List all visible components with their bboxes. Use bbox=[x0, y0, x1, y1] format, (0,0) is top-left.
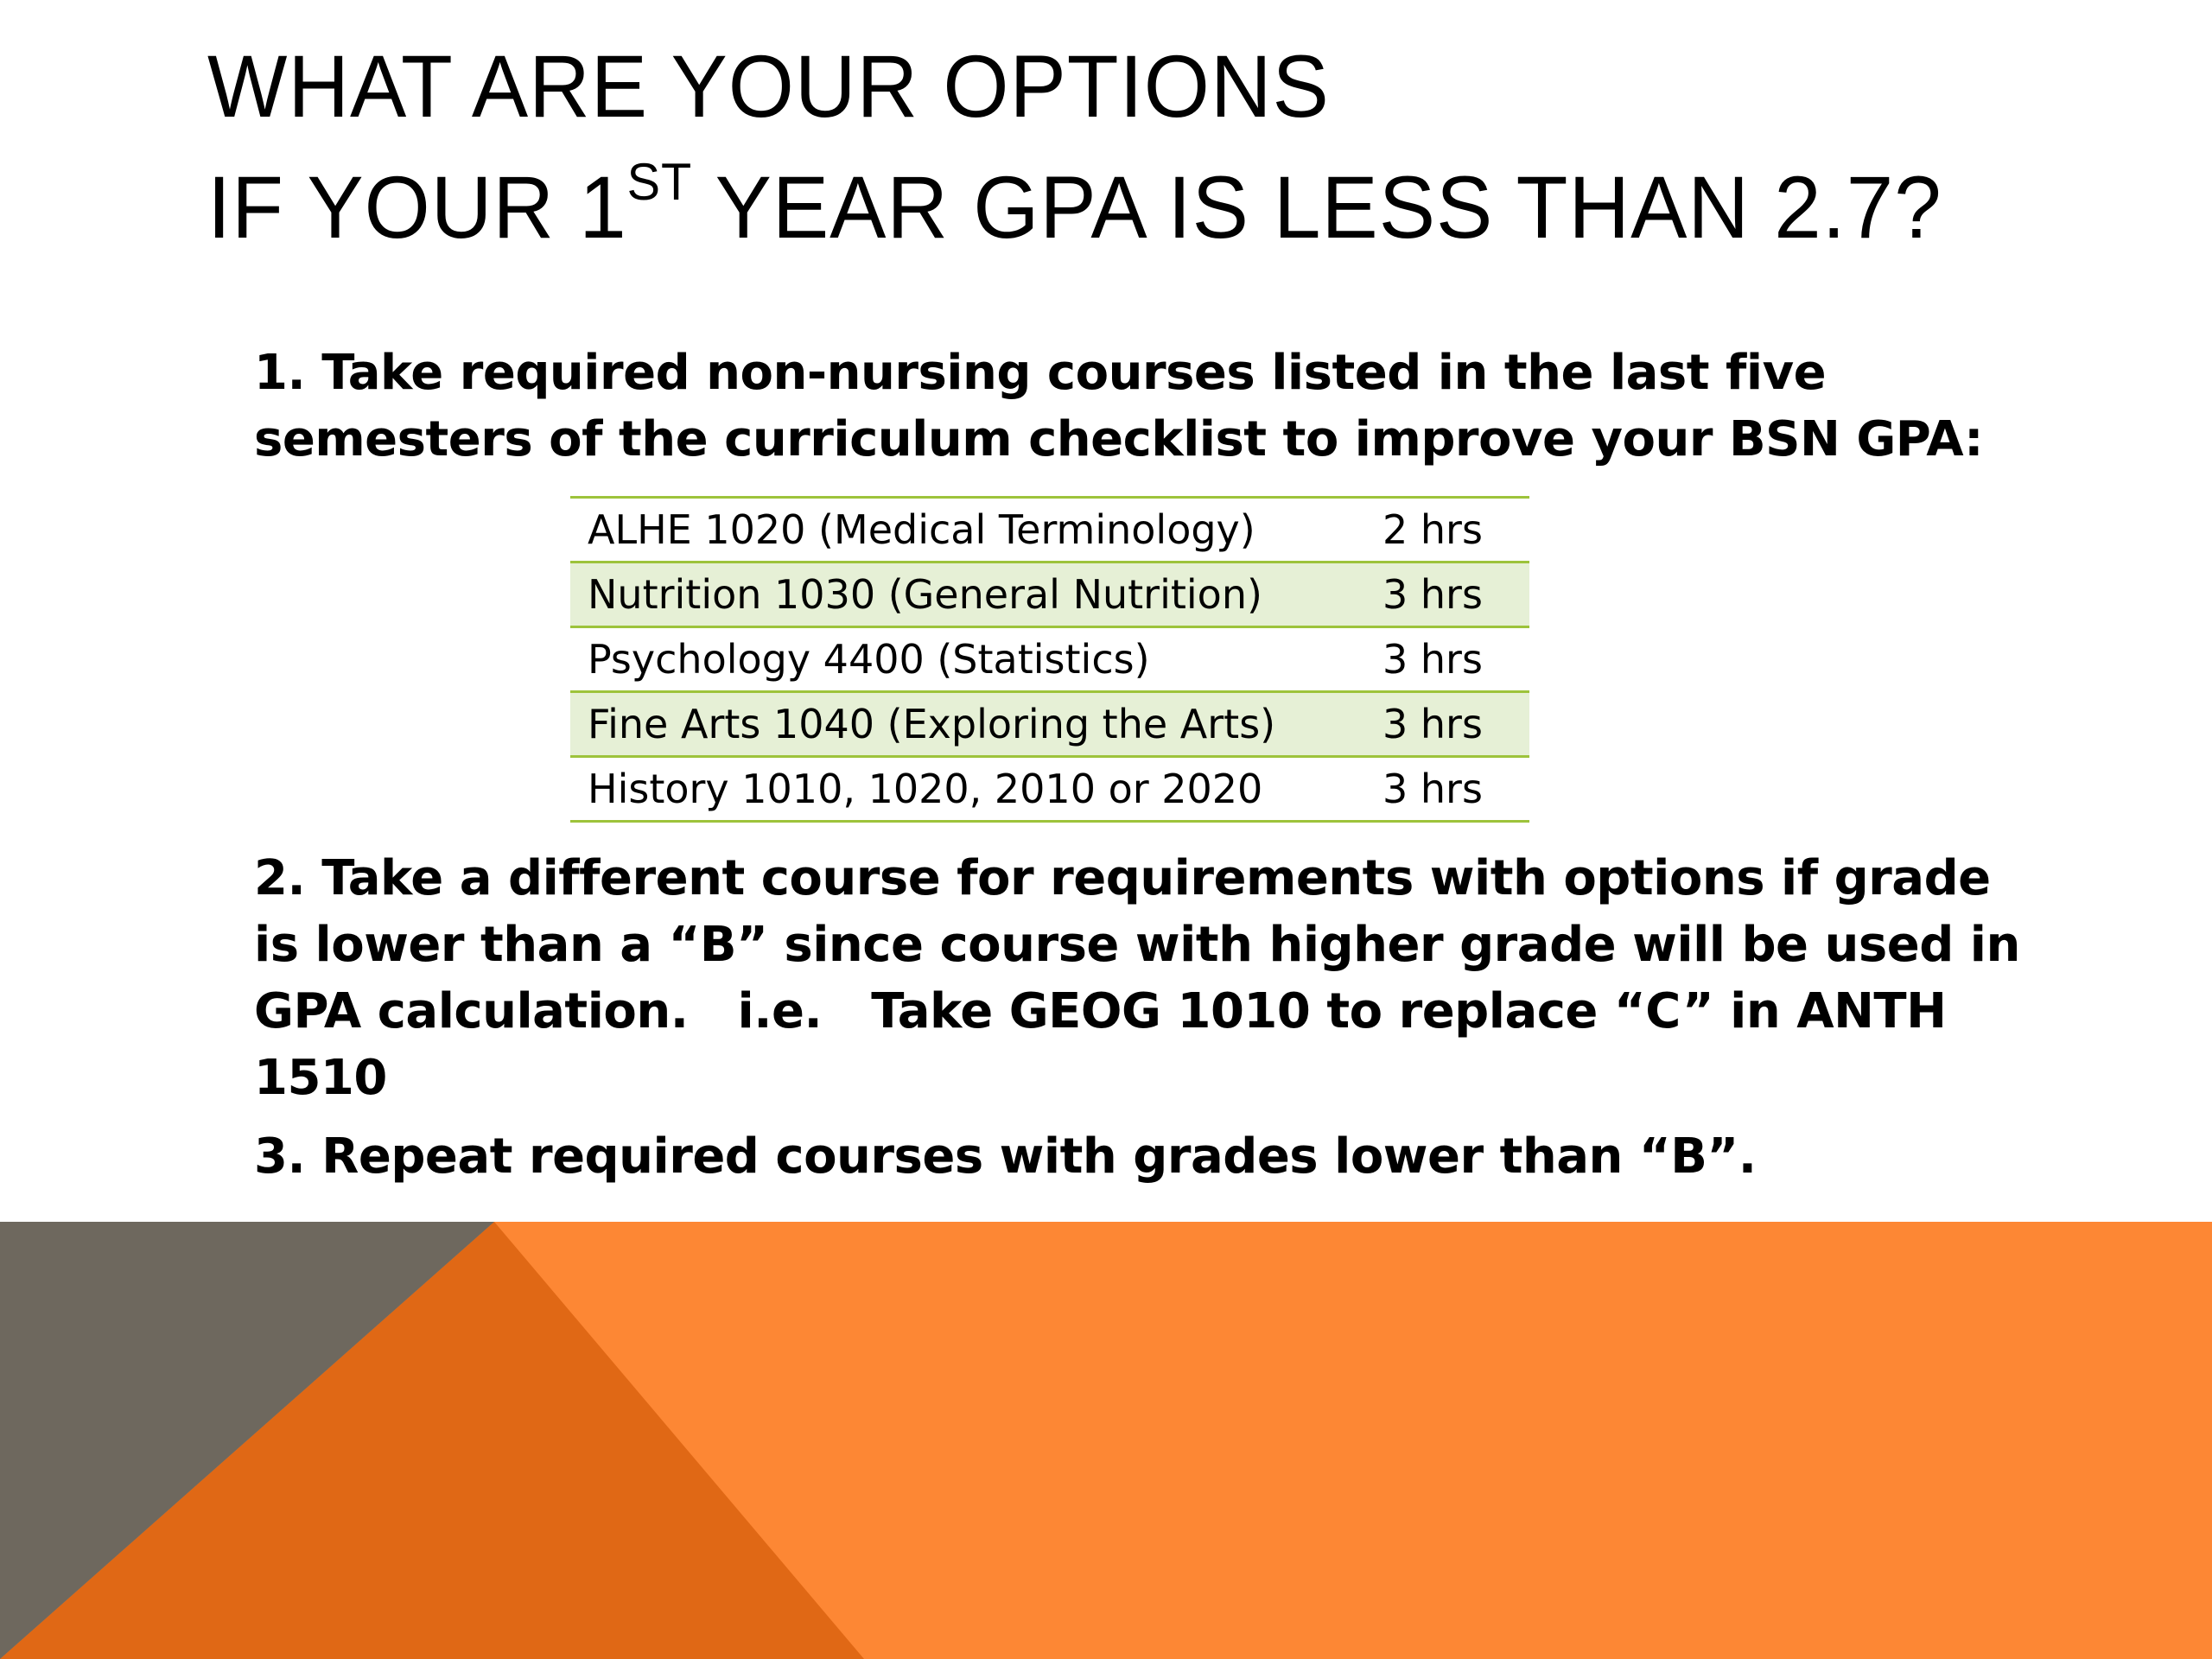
table-row bbox=[570, 692, 1529, 757]
course-hours: 3 hrs bbox=[1382, 692, 1529, 757]
title-line-2 bbox=[207, 147, 2032, 268]
slide-title bbox=[207, 26, 2032, 268]
option-1-text: 1. Take required non-nursing courses listed in the last five semesters of the curriculum checklist to improve your BSN GPA: bbox=[254, 345, 1983, 467]
option-2-text: 2. Take a different course for requirements with options if grade is lower than a “B” since course with higher grade will be used in GPA calculation. i.e. Take GEOG 1010 to replace “C” in ANTH 1510 bbox=[254, 850, 2037, 1106]
table-row bbox=[570, 757, 1529, 822]
course-hours: 3 hrs bbox=[1382, 627, 1529, 692]
table-row bbox=[570, 563, 1529, 627]
title-line-1: WHAT ARE YOUR OPTIONS bbox=[207, 37, 1330, 136]
course-hours: 3 hrs bbox=[1382, 757, 1529, 822]
title-superscript: ST bbox=[626, 153, 693, 211]
decorative-footer-shapes bbox=[0, 1222, 2212, 1659]
option-3-text: 3. Repeat required courses with grades lower than “B”. bbox=[254, 1128, 1757, 1185]
table-row bbox=[570, 498, 1529, 563]
course-name: History 1010, 1020, 2010 or 2020 bbox=[570, 757, 1382, 822]
course-name: Fine Arts 1040 (Exploring the Arts) bbox=[570, 692, 1382, 757]
course-hours: 2 hrs bbox=[1382, 498, 1529, 563]
course-name: Nutrition 1030 (General Nutrition) bbox=[570, 563, 1382, 627]
course-name: Psychology 4400 (Statistics) bbox=[570, 627, 1382, 692]
course-hours: 3 hrs bbox=[1382, 563, 1529, 627]
course-name: ALHE 1020 (Medical Terminology) bbox=[570, 498, 1382, 563]
table-row bbox=[570, 627, 1529, 692]
title-line-2-prefix: IF YOUR 1 bbox=[207, 158, 627, 257]
title-line-2-suffix: YEAR GPA IS LESS THAN 2.7? bbox=[692, 158, 1942, 257]
course-table bbox=[570, 496, 1529, 823]
